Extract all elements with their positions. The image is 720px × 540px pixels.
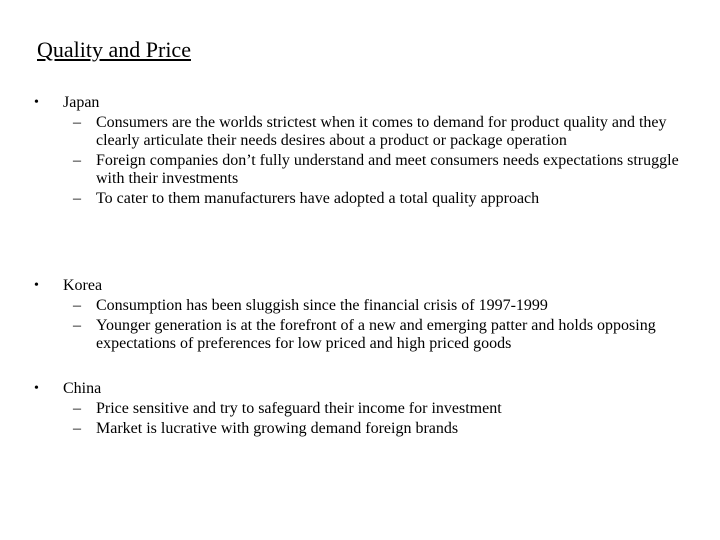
bullet-label-japan: Japan [63,94,100,111]
sub-item-text: Consumers are the worlds strictest when it comes to demand for product quality and they clearly articulate their needs desires about a product or package operation [96,114,667,149]
sub-item [73,151,696,189]
sub-item [73,419,696,439]
sub-item-text: Price sensitive and try to safeguard their income for investment [96,400,502,417]
sub-item [73,189,696,209]
bullet-label-korea: Korea [63,277,103,294]
dash-icon: – [73,420,81,437]
bullet-section-china [0,379,720,439]
sub-item-text: Younger generation is at the forefront of a new and emerging patter and holds opposing expectations of preferences for low priced and high priced goods [96,317,656,352]
sub-item-text: Market is lucrative with growing demand foreign brands [96,420,459,437]
sub-item-text: Foreign companies don’t fully understand and meet consumers needs expectations struggle with their investments [96,152,679,187]
bullet-label-china: China [63,380,102,397]
bullet-icon: • [34,95,39,110]
bullet-row [0,276,720,296]
bullet-icon: • [34,278,39,293]
dash-icon: – [73,114,81,131]
dash-icon: – [73,400,81,417]
dash-icon: – [73,297,81,314]
dash-icon: – [73,152,81,169]
bullet-row [0,379,720,399]
bullet-section-korea [0,276,720,354]
dash-icon: – [73,190,81,207]
bullet-row [0,93,720,113]
sub-item [73,316,696,354]
sub-item [73,296,696,316]
slide-title: Quality and Price [37,37,191,62]
bullet-section-japan [0,93,720,209]
sub-item [73,399,696,419]
sub-item [73,113,696,151]
sub-item-text: Consumption has been sluggish since the financial crisis of 1997-1999 [96,297,548,314]
dash-icon: – [73,317,81,334]
bullet-icon: • [34,381,39,396]
sub-item-text: To cater to them manufacturers have adopted a total quality approach [96,190,540,207]
